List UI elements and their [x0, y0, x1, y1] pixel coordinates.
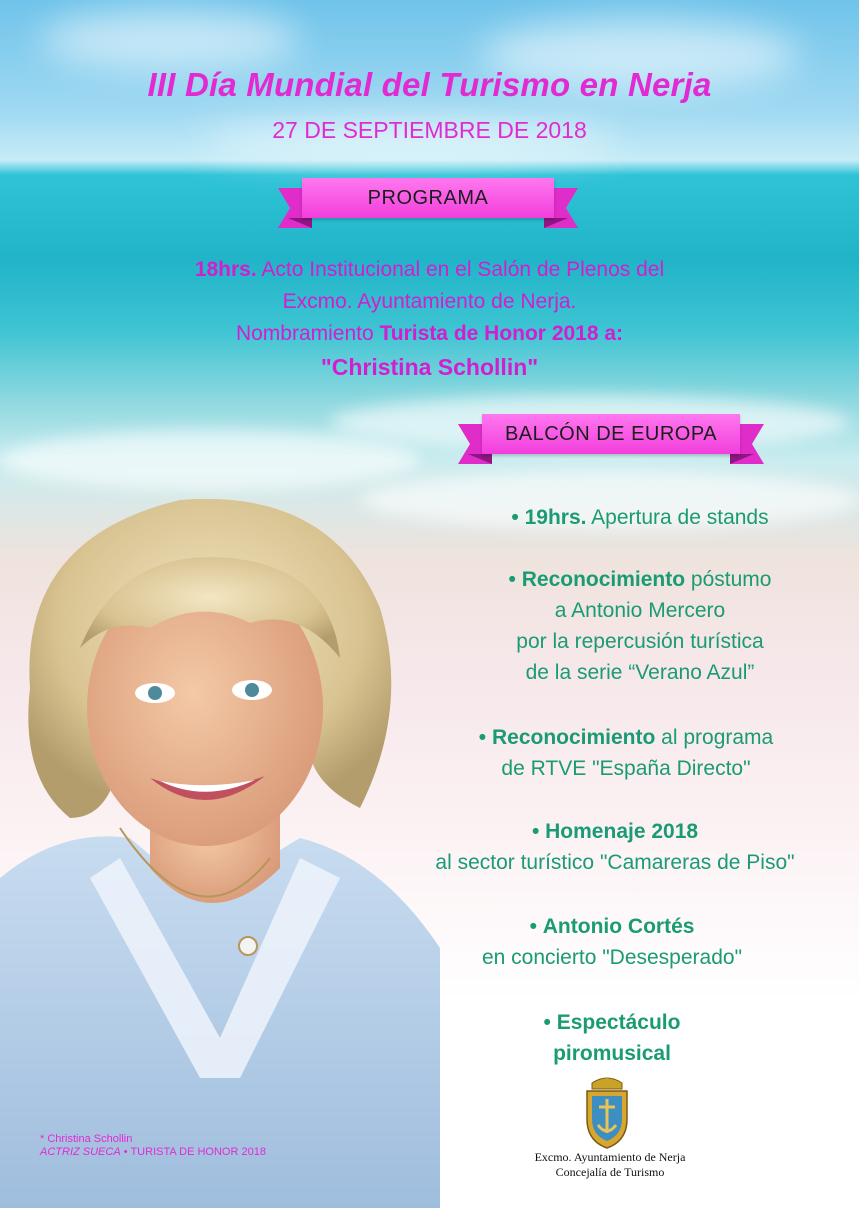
- programa-line-2: Excmo. Ayuntamiento de Nerja.: [282, 290, 577, 313]
- event-date: 27 DE SEPTIEMBRE DE 2018: [272, 117, 587, 143]
- ribbon-programa: [278, 178, 578, 228]
- event-bold: Espectáculo: [556, 1011, 681, 1034]
- ribbon-balcon: [458, 414, 764, 464]
- bullet-icon: •: [531, 820, 540, 843]
- bullet-icon: •: [511, 506, 519, 529]
- event-bold: Homenaje 2018: [545, 820, 699, 843]
- credit-role: [40, 1146, 266, 1159]
- event-line: [426, 722, 826, 753]
- honoree-name: "Christina Schollin": [320, 354, 539, 380]
- event-line: en concierto "Desesperado": [481, 946, 743, 969]
- event-item: [426, 722, 826, 784]
- event-bold: Reconocimiento: [491, 726, 656, 749]
- credit-italic: ACTRIZ SUECA: [40, 1146, 121, 1158]
- event-text: póstumo: [690, 568, 772, 591]
- event-bold: 19hrs.: [524, 506, 587, 529]
- event-line: [412, 1007, 812, 1038]
- portrait-photo: [0, 478, 440, 1208]
- event-line: de la serie “Verano Azul”: [525, 661, 755, 684]
- credit-name: * Christina Schollin: [40, 1133, 133, 1145]
- ribbon-label: PROGRAMA: [367, 186, 489, 209]
- event-line: [400, 816, 830, 847]
- programa-time: 18hrs.: [194, 258, 257, 281]
- event-bold: Reconocimiento: [521, 568, 686, 591]
- organization-name: Excmo. Ayuntamiento de Nerja: [534, 1150, 686, 1164]
- bullet-icon: •: [529, 915, 537, 938]
- event-line: a Antonio Mercero: [554, 599, 726, 622]
- event-item: [440, 502, 840, 533]
- bullet-icon: •: [478, 726, 487, 749]
- ribbon-band: [482, 414, 740, 454]
- programa-bold: Turista de Honor 2018 a:: [379, 322, 624, 345]
- coat-of-arms-icon: [582, 1075, 632, 1150]
- cloud: [40, 10, 300, 70]
- programa-line-1: [0, 258, 859, 282]
- bullet-icon: •: [543, 1011, 551, 1034]
- event-line: piromusical: [553, 1042, 671, 1065]
- programa-text: Nombramiento: [235, 322, 374, 345]
- photo-credit: [40, 1133, 266, 1159]
- event-item: [412, 1007, 812, 1069]
- ribbon-label: BALCÓN DE EUROPA: [504, 422, 718, 445]
- credit-rest: • TURISTA DE HONOR 2018: [123, 1146, 266, 1158]
- programa-line-3: [0, 322, 859, 346]
- event-line: de RTVE "España Directo": [501, 757, 751, 780]
- event-line: por la repercusión turística: [516, 630, 764, 653]
- event-item: [412, 911, 812, 973]
- event-item: [400, 816, 830, 878]
- organization-department: Concejalía de Turismo: [555, 1165, 665, 1179]
- event-line: al sector turístico "Camareras de Piso": [435, 851, 795, 874]
- event-line: [440, 564, 840, 595]
- event-text: Apertura de stands: [591, 506, 769, 529]
- event-text: al programa: [661, 726, 774, 749]
- ribbon-band: [302, 178, 554, 218]
- bullet-icon: •: [508, 568, 516, 591]
- event-line: [412, 911, 812, 942]
- event-bold: Antonio Cortés: [542, 915, 695, 938]
- programa-text: Acto Institucional en el Salón de Plenos del: [261, 258, 665, 281]
- poster-title: III Día Mundial del Turismo en Nerja: [147, 66, 712, 103]
- event-item: [440, 564, 840, 688]
